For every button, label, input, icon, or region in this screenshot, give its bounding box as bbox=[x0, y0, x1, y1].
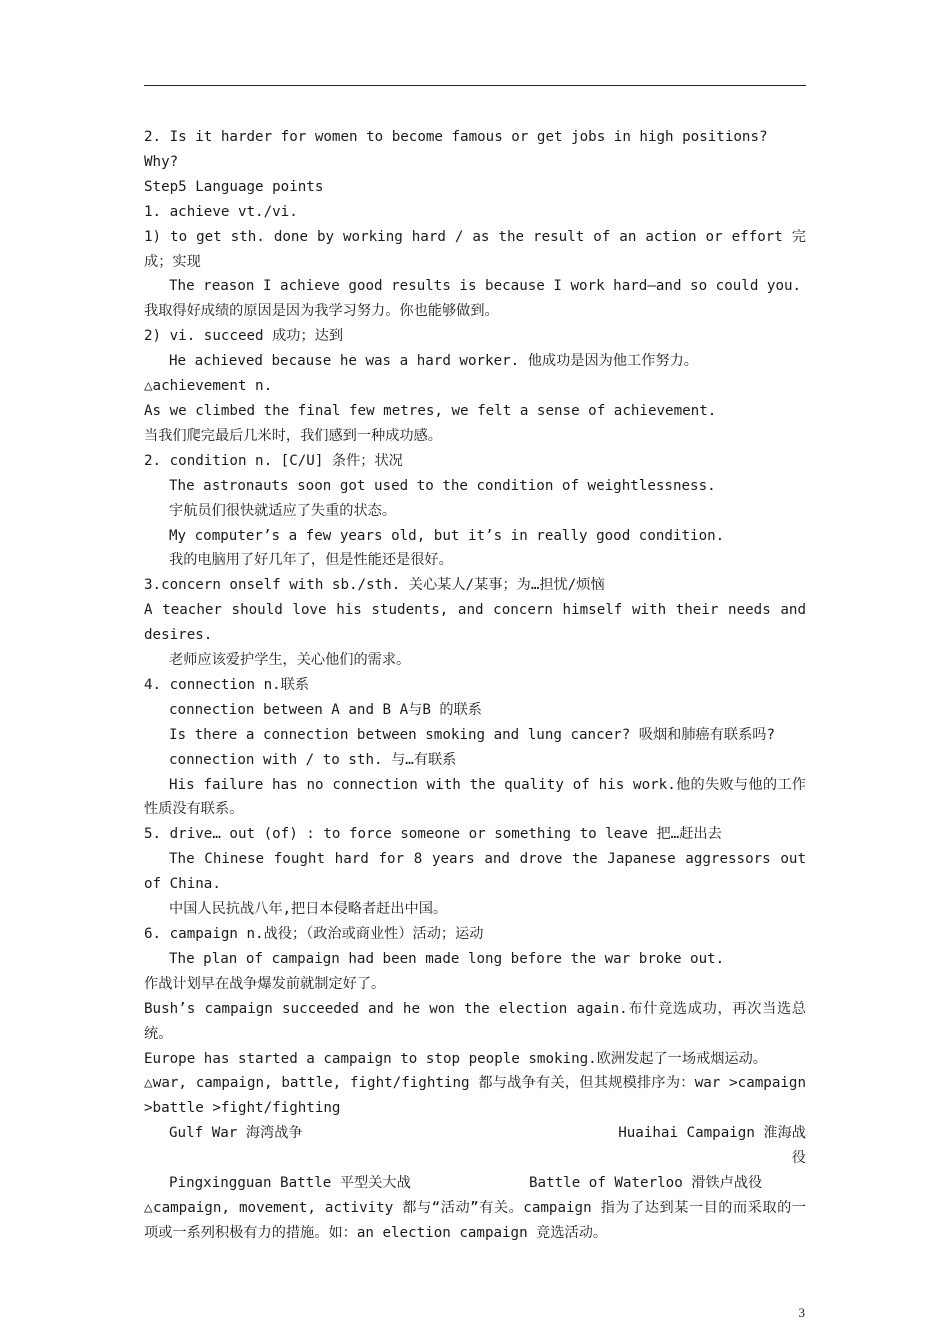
page-number: 3 bbox=[798, 1305, 805, 1320]
vocab-heading-concern: 3.concern onself with sb./sth. 关心某人/某事；为…担忧/烦恼 bbox=[144, 577, 605, 594]
vocab-note: △campaign, movement, activity 都与“活动”有关。campaign 指为了达到某一目的而采取的一项或一系列积极有力的措施。如：an election campaign 竞选活动。 bbox=[144, 1199, 806, 1241]
example-line: As we climbed the final few metres, we felt a sense of achievement. bbox=[144, 402, 717, 419]
page-body bbox=[144, 125, 806, 1246]
example-line: The plan of campaign had been made long before the war broke out. bbox=[169, 950, 725, 967]
translation-line: 我取得好成绩的原因是因为我学习努力。你也能够做到。 bbox=[144, 303, 499, 320]
gulf-war-entry: Gulf War 海湾战争 bbox=[169, 1125, 303, 1142]
vocab-note: △war, campaign, battle, fight/fighting 都与战争有关，但其规模排序为：war >campaign >battle >fight/fighting bbox=[144, 1075, 806, 1117]
vocab-heading-connection: 4. connection n.联系 bbox=[144, 676, 310, 693]
vocab-note: △achievement n. bbox=[144, 378, 273, 395]
translation-line: 当我们爬完最后几米时，我们感到一种成功感。 bbox=[144, 427, 442, 444]
translation-line: 老师应该爱护学生，关心他们的需求。 bbox=[169, 652, 411, 669]
pingxingguan-battle-entry: Pingxingguan Battle 平型关大战 bbox=[169, 1175, 411, 1192]
example-line: His failure has no connection with the quality of his work.他的失败与他的工作性质没有联系。 bbox=[144, 776, 806, 818]
section-heading: Step5 Language points bbox=[144, 178, 324, 195]
example-line: He achieved because he was a hard worker. 他成功是因为他工作努力。 bbox=[169, 353, 698, 370]
definition-line: 1) to get sth. done by working hard / as the result of an action or effort 完成；实现 bbox=[144, 228, 806, 270]
wars-row-1 bbox=[169, 1121, 806, 1171]
translation-line: 作战计划早在战争爆发前就制定好了。 bbox=[144, 975, 386, 992]
example-line: A teacher should love his students, and concern himself with their needs and desires. bbox=[144, 602, 806, 644]
example-line: The reason I achieve good results is because I work hard—and so could you. bbox=[169, 278, 802, 295]
translation-line: 我的电脑用了好几年了，但是性能还是很好。 bbox=[169, 552, 453, 569]
vocab-heading-campaign: 6. campaign n.战役；（政治或商业性）活动；运动 bbox=[144, 926, 484, 942]
example-line: Is there a connection between smoking and lung cancer? 吸烟和肺癌有联系吗? bbox=[169, 726, 776, 743]
vocab-heading-condition: 2. condition n. [C/U] 条件；状况 bbox=[144, 452, 403, 469]
vocab-heading-achieve: 1. achieve vt./vi. bbox=[144, 203, 298, 220]
example-line: Europe has started a campaign to stop people smoking.欧洲发起了一场戒烟运动。 bbox=[144, 1050, 767, 1067]
translation-line: 宇航员们很快就适应了失重的状态。 bbox=[169, 502, 397, 519]
vocab-heading-drive-out: 5. drive… out (of) : to force someone or something to leave 把…赶出去 bbox=[144, 826, 722, 843]
question-line: 2. Is it harder for women to become famous or get jobs in high positions? Why? bbox=[144, 129, 768, 170]
waterloo-battle-entry: Battle of Waterloo 滑铁卢战役 bbox=[529, 1175, 763, 1192]
translation-line: 中国人民抗战八年,把日本侵略者赶出中国。 bbox=[169, 901, 448, 918]
huaihai-campaign-entry: Huaihai Campaign 淮海战役 bbox=[618, 1125, 806, 1167]
example-line: My computer’s a few years old, but it’s in really good condition. bbox=[169, 527, 725, 544]
wars-row-2 bbox=[169, 1171, 806, 1196]
example-line: The Chinese fought hard for 8 years and drove the Japanese aggressors out of China. bbox=[144, 851, 806, 893]
example-line: Bush’s campaign succeeded and he won the election again.布什竞选成功，再次当选总统。 bbox=[144, 1000, 806, 1042]
example-line: The astronauts soon got used to the condition of weightlessness. bbox=[169, 477, 716, 494]
definition-line: 2) vi. succeed 成功；达到 bbox=[144, 328, 344, 345]
usage-line: connection with / to sth. 与…有联系 bbox=[169, 751, 457, 768]
usage-line: connection between A and B A与B 的联系 bbox=[169, 701, 482, 718]
header-rule bbox=[144, 85, 806, 86]
